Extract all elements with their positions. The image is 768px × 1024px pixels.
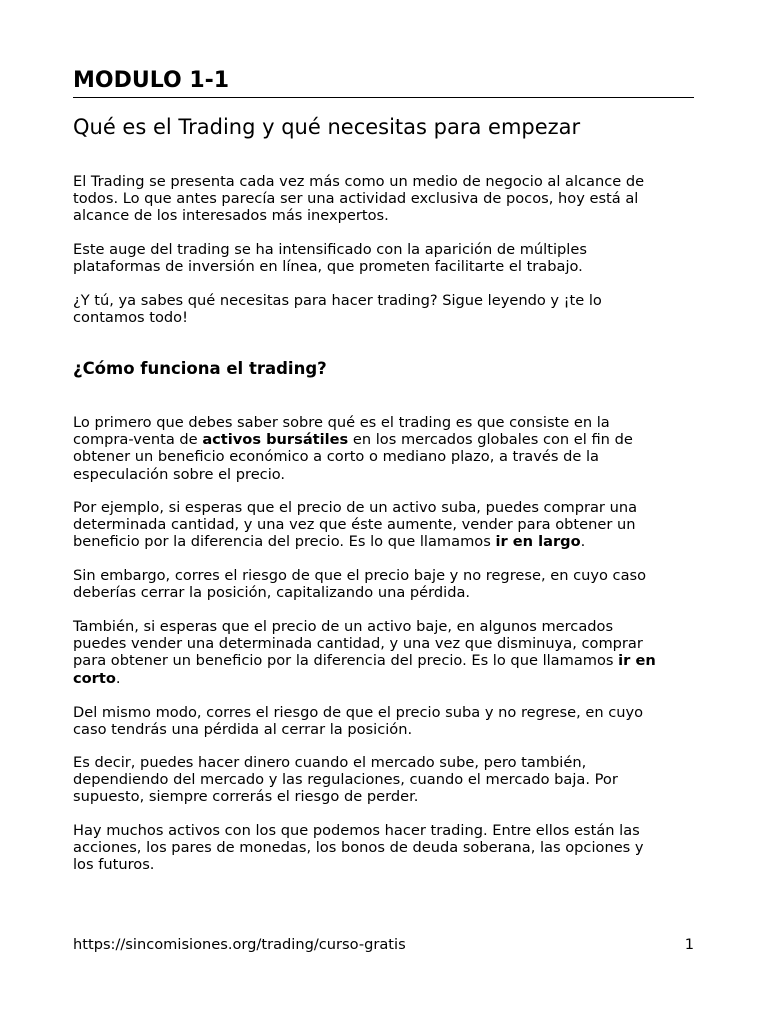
text-span: compra-venta de <box>73 431 203 449</box>
text-line <box>73 652 656 669</box>
text-span: beneficio por la diferencia del precio. Es lo que llamamos <box>73 533 496 551</box>
text-line: Este auge del trading se ha intensificado con la aparición de múltiples <box>73 241 587 258</box>
section-paragraph-2 <box>73 499 637 551</box>
text-line: los futuros. <box>73 856 155 874</box>
bold-term-activos-bursatiles: activos bursátiles <box>202 431 349 449</box>
section-paragraph-7 <box>73 822 644 874</box>
text-line <box>73 533 637 550</box>
text-line: Lo primero que debes saber sobre qué es el trading es que consiste en la <box>73 414 610 431</box>
text-line: determinada cantidad, y una vez que éste aumente, vender para obtener un <box>73 516 636 534</box>
page-number: 1 <box>684 936 694 953</box>
text-line: caso tendrás una pérdida al cerrar la posición. <box>73 721 413 739</box>
section-paragraph-6 <box>73 754 618 806</box>
text-line: Por ejemplo, si esperas que el precio de un activo suba, puedes comprar una <box>73 499 638 516</box>
document-page <box>73 0 695 1024</box>
text-line: Del mismo modo, corres el riesgo de que el precio suba y no regrese, en cuyo <box>73 704 644 721</box>
text-line: acciones, los pares de monedas, los bonos de deuda soberana, las opciones y <box>73 839 644 857</box>
intro-paragraph-3 <box>73 292 602 326</box>
text-line: Sin embargo, corres el riesgo de que el precio baje y no regrese, en cuyo caso <box>73 567 647 584</box>
text-line: puedes vender una determinada cantidad, y una vez que disminuya, comprar <box>73 635 643 653</box>
text-line <box>73 670 656 687</box>
footer-url: https://sincomisiones.org/trading/curso-gratis <box>73 936 406 953</box>
section-paragraph-3 <box>73 567 646 601</box>
bold-term-corto: corto <box>73 669 116 687</box>
text-line: Es decir, puedes hacer dinero cuando el mercado sube, pero también, <box>73 754 587 771</box>
section-heading: ¿Cómo funciona el trading? <box>73 359 327 378</box>
text-line: alcance de los interesados más inexpertos. <box>73 207 389 225</box>
intro-paragraph-2 <box>73 241 587 275</box>
text-line: deberías cerrar la posición, capitalizando una pérdida. <box>73 584 471 602</box>
bold-term-ir-en-largo: ir en largo <box>495 533 581 551</box>
page-subtitle: Qué es el Trading y qué necesitas para empezar <box>73 115 581 139</box>
text-line: especulación sobre el precio. <box>73 465 286 483</box>
text-line: dependiendo del mercado y las regulaciones, cuando el mercado baja. Por <box>73 771 618 789</box>
title-divider <box>73 97 694 98</box>
section-paragraph-5 <box>73 704 643 738</box>
module-title: MODULO 1-1 <box>73 68 230 93</box>
text-line: supuesto, siempre correrás el riesgo de perder. <box>73 788 419 806</box>
bold-term-ir-en-corto: ir en <box>618 652 656 670</box>
text-line: obtener un beneficio económico a corto o mediano plazo, a través de la <box>73 448 599 466</box>
intro-paragraph-1 <box>73 173 644 225</box>
text-line: El Trading se presenta cada vez más como un medio de negocio al alcance de <box>73 173 645 190</box>
text-line: todos. Lo que antes parecía ser una actividad exclusiva de pocos, hoy está al <box>73 190 639 208</box>
text-span: . <box>115 669 121 687</box>
text-span: . <box>580 533 586 551</box>
text-span: para obtener un beneficio por la diferencia del precio. Es lo que llamamos <box>73 652 619 670</box>
section-paragraph-4 <box>73 618 656 687</box>
text-line: ¿Y tú, ya sabes qué necesitas para hacer trading? Sigue leyendo y ¡te lo <box>73 292 602 309</box>
text-span: en los mercados globales con el fin de <box>348 431 633 449</box>
text-line: contamos todo! <box>73 309 188 327</box>
text-line: plataformas de inversión en línea, que prometen facilitarte el trabajo. <box>73 258 583 276</box>
text-line: Hay muchos activos con los que podemos hacer trading. Entre ellos están las <box>73 822 640 839</box>
text-line <box>73 431 633 448</box>
text-line: También, si esperas que el precio de un activo baje, en algunos mercados <box>73 618 614 635</box>
section-paragraph-1 <box>73 414 633 483</box>
